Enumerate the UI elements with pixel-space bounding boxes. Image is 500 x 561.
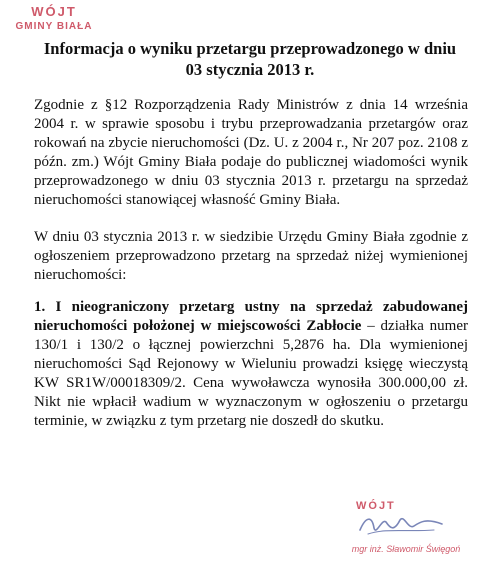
paragraph-tender-result <box>34 298 468 431</box>
document-title <box>28 38 472 80</box>
signature-block <box>326 500 486 560</box>
paragraph-tender-info: W dniu 03 stycznia 2013 r. w siedzibie Urzędu Gminy Biała zgodnie z ogłoszeniem przeprowadzono przetarg na sprzedaż niżej wymienionej nieruchomości: <box>34 229 468 283</box>
stamp-subtitle: GMINY BIAŁA <box>15 21 93 32</box>
tender-details: – działka numer 130/1 i 130/2 o łącznej powierzchni 5,2876 ha. Dla wymienionej nieruchomości Sąd Rejonowy w Wieluniu prowadzi księgę wieczystą KW SR1W/00018309/2. Cena wywoławcza wynosiła 300.000,00 zł. Nikt nie wpłacił wadium w wyznaczonym w ogłoszeniu o przetargu terminie, w związku z tym przetarg nie doszedł do skutku. <box>34 318 468 429</box>
stamp-title: WÓJT <box>31 4 77 19</box>
paragraph-legal-basis: Zgodnie z §12 Rozporządzenia Rady Ministrów z dnia 14 września 2004 r. w sprawie sposobu i trybu przeprowadzania przetargów oraz rokowań na zbycie nieruchomości (Dz. U. z 2004 r., Nr 207 poz. 2108 z późn. zm.) Wójt Gminy Biała podaje do publicznej wiadomości wynik przeprowadzonego w dniu 03 stycznia 2013 r. przetargu na sprzedaż nieruchomości stanowiącej własność Gminy Biała. <box>34 97 468 208</box>
tender-heading: 1. I nieograniczony przetarg ustny na sprzedaż zabudowanej nieruchomości położonej w miejscowości Zabłocie <box>34 299 468 334</box>
title-line-1: Informacja o wyniku przetargu przeprowadzonego w dniu <box>43 39 457 58</box>
handwritten-signature <box>356 508 446 538</box>
title-line-2: 03 stycznia 2013 r. <box>185 60 315 79</box>
signature-stamp: WÓJT <box>356 500 396 512</box>
wojt-stamp <box>14 4 94 34</box>
signatory-name: mgr inż. Sławomir Święgoń <box>351 544 461 554</box>
